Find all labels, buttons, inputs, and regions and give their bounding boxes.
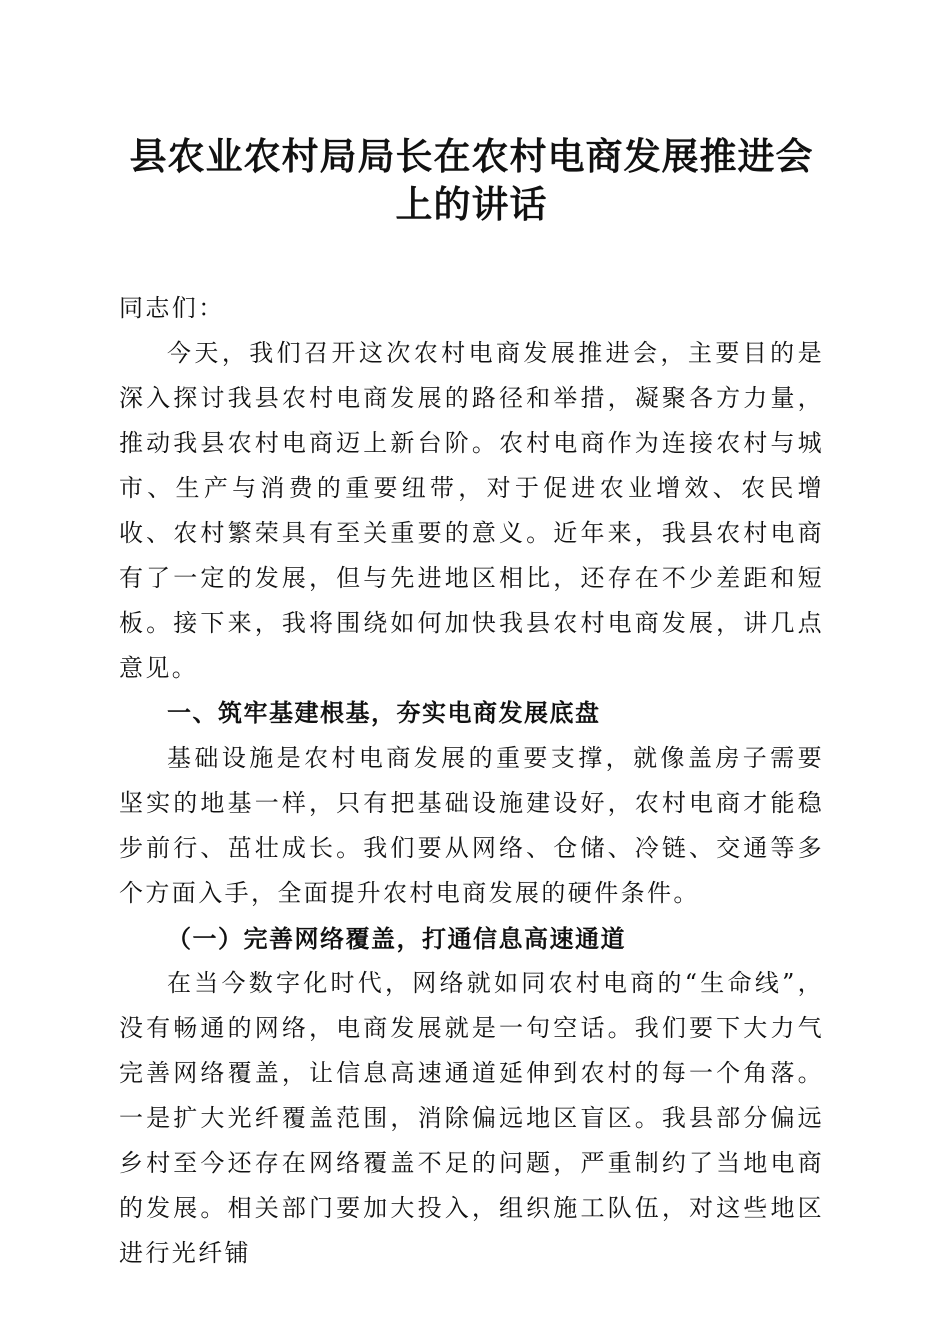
section-1-paragraph: 基础设施是农村电商发展的重要支撑，就像盖房子需要坚实的地基一样，只有把基础设施建设好，农村电商才能稳步前行、茁壮成长。我们要从网络、仓储、冷链、交通等多个方面入手，全面提升农村电商发展的硬件条件。: [119, 744, 824, 907]
subsection-1-paragraph: 在当今数字化时代，网络就如同农村电商的“生命线”，没有畅通的网络，电商发展就是一句空话。我们要下大力气完善网络覆盖，让信息高速通道延伸到农村的每一个角落。一是扩大光纤覆盖范围，消除偏远地区盲区。我县部分偏远乡村至今还存在网络覆盖不足的问题，严重制约了当地电商的发展。相关部门要加大投入，组织施工队伍，对这些地区进行光纤铺: [119, 969, 824, 1267]
section-heading-1: 一、筑牢基建根基，夯实电商发展底盘: [167, 699, 601, 727]
salutation: 同志们：: [119, 294, 225, 322]
intro-paragraph: 今天，我们召开这次农村电商发展推进会，主要目的是深入探讨我县农村电商发展的路径和举措，凝聚各方力量，推动我县农村电商迈上新台阶。农村电商作为连接农村与城市、生产与消费的重要纽带，对于促进农业增效、农民增收、农村繁荣具有至关重要的意义。近年来，我县农村电商有了一定的发展，但与先进地区相比，还存在不少差距和短板。接下来，我将围绕如何加快我县农村电商发展，讲几点意见。: [119, 339, 824, 682]
document-title: 县农业农村局局长在农村电商发展推进会上的讲话: [129, 134, 814, 226]
document-page: [119, 132, 824, 1276]
document-body: [119, 286, 824, 1276]
subsection-heading-1: （一）完善网络覆盖，打通信息高速通道: [167, 924, 626, 953]
